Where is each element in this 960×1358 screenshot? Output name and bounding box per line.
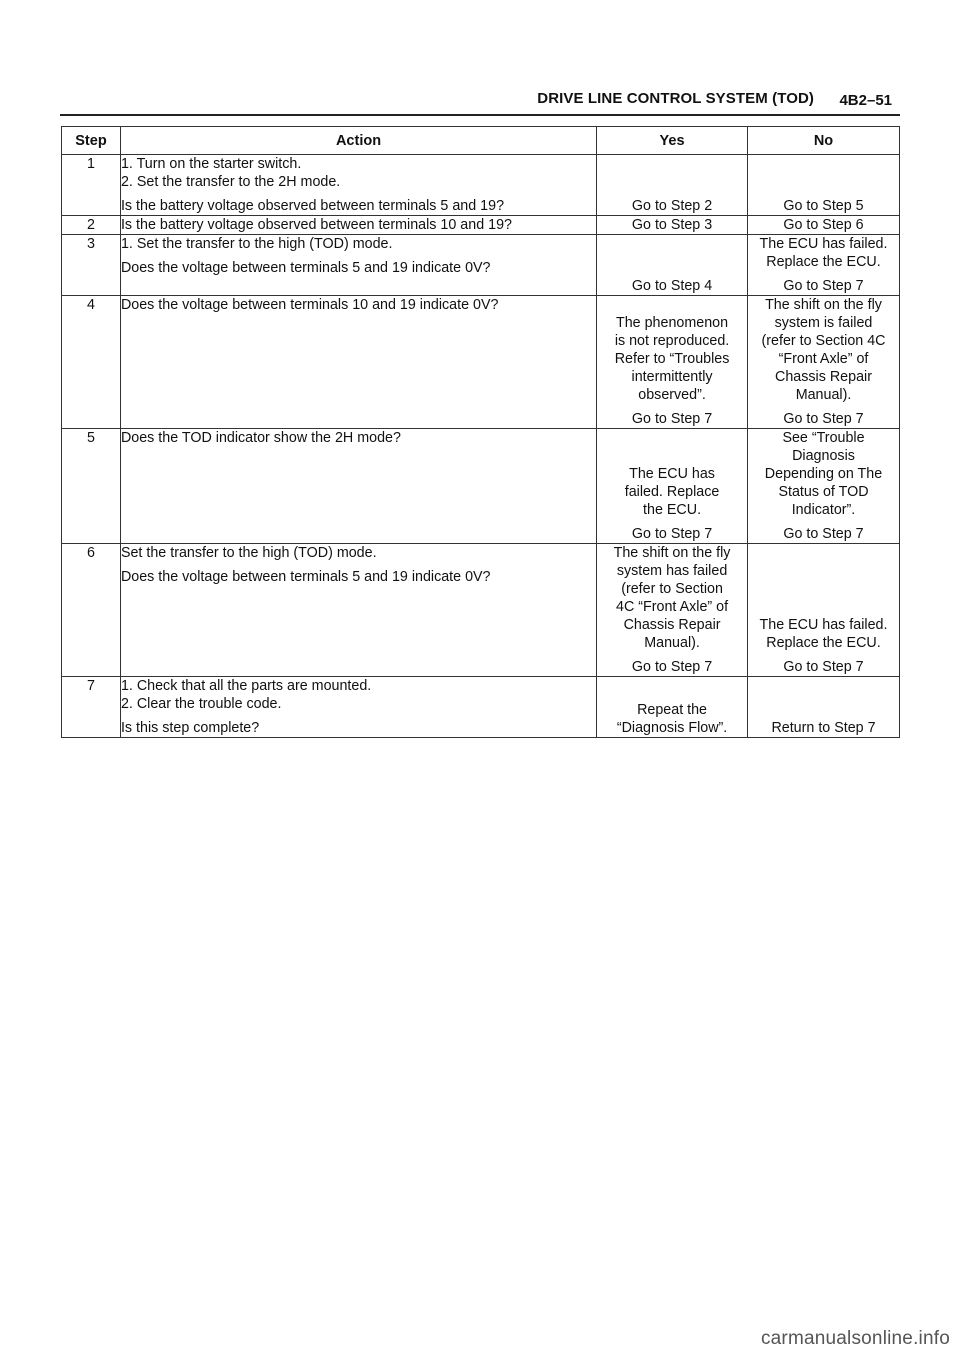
step-number: 7	[62, 677, 121, 738]
table-row	[62, 677, 900, 738]
action-cell	[120, 296, 596, 429]
table-row	[62, 216, 900, 235]
yes-goto-step: Repeat the “Diagnosis Flow”.	[616, 702, 728, 736]
yes-result-cell	[597, 235, 748, 296]
no-result-cell	[748, 677, 900, 738]
yes-result-text: The phenomenon is not reproduced. Refer to “Troubles intermittently observed”.	[614, 315, 730, 403]
diagnosis-table	[61, 126, 900, 738]
action-question: Is this step complete?	[120, 720, 260, 736]
header-no: No	[748, 127, 900, 155]
yes-result-cell	[597, 677, 748, 738]
action-instruction: 2. Clear the trouble code.	[120, 696, 282, 712]
page-number: 4B2–51	[839, 92, 892, 109]
action-cell	[120, 216, 596, 235]
action-cell	[120, 155, 596, 216]
yes-result-cell	[597, 429, 748, 544]
no-result-cell	[748, 296, 900, 429]
no-goto-step: Go to Step 7	[783, 659, 864, 675]
yes-goto-step: Go to Step 7	[631, 659, 713, 675]
section-title: DRIVE LINE CONTROL SYSTEM (TOD)	[537, 90, 814, 107]
yes-result-cell	[597, 155, 748, 216]
yes-goto-step: Go to Step 7	[631, 526, 713, 542]
action-instruction: 1. Set the transfer to the high (TOD) mode.	[120, 236, 393, 252]
yes-goto-step: Go to Step 7	[631, 411, 713, 427]
step-number: 4	[62, 296, 121, 429]
no-goto-step: Go to Step 7	[783, 526, 864, 542]
no-result-text: The ECU has failed. Replace the ECU.	[759, 617, 888, 651]
action-cell	[120, 429, 596, 544]
table-row	[62, 429, 900, 544]
table-row	[62, 235, 900, 296]
step-number: 6	[62, 544, 121, 677]
no-goto-step: Return to Step 7	[771, 720, 876, 736]
no-result-cell	[748, 235, 900, 296]
no-result-cell	[748, 216, 900, 235]
header-step: Step	[62, 127, 121, 155]
watermark: carmanualsonline.info	[760, 1328, 950, 1349]
table-row	[62, 296, 900, 429]
yes-goto-step: Go to Step 3	[631, 217, 713, 233]
no-result-cell	[748, 429, 900, 544]
page-header	[60, 88, 900, 116]
step-number: 2	[62, 216, 121, 235]
action-instruction: Set the transfer to the high (TOD) mode.	[120, 545, 377, 561]
step-number: 3	[62, 235, 121, 296]
yes-result-cell	[597, 544, 748, 677]
action-instruction: 1. Check that all the parts are mounted.	[120, 678, 372, 694]
action-question: Does the voltage between terminals 10 and 19 indicate 0V?	[120, 297, 499, 313]
no-result-text: See “Trouble Diagnosis Depending on The Status of TOD Indicator”.	[764, 430, 883, 518]
yes-result-cell	[597, 296, 748, 429]
no-result-text: The shift on the fly system is failed (refer to Section 4C “Front Axle” of Chassis Repair Manual).	[761, 297, 886, 403]
action-question: Does the TOD indicator show the 2H mode?	[120, 430, 401, 446]
no-goto-step: Go to Step 5	[783, 198, 864, 214]
table-row	[62, 155, 900, 216]
table-header-row	[62, 127, 900, 155]
action-question: Does the voltage between terminals 5 and 19 indicate 0V?	[120, 569, 491, 585]
header-action: Action	[120, 127, 596, 155]
yes-result-text: The ECU has failed. Replace the ECU.	[624, 466, 720, 518]
action-cell	[120, 235, 596, 296]
action-cell	[120, 677, 596, 738]
header-yes: Yes	[597, 127, 748, 155]
yes-goto-step: Go to Step 2	[631, 198, 713, 214]
step-number: 1	[62, 155, 121, 216]
no-goto-step: Go to Step 6	[783, 217, 864, 233]
yes-goto-step: Go to Step 4	[631, 278, 713, 294]
action-question: Does the voltage between terminals 5 and 19 indicate 0V?	[120, 260, 491, 276]
action-instruction: 1. Turn on the starter switch.	[120, 156, 302, 172]
table-row	[62, 544, 900, 677]
no-result-cell	[748, 544, 900, 677]
no-result-text: The ECU has failed. Replace the ECU.	[759, 236, 888, 270]
yes-result-text: The shift on the fly system has failed (refer to Section 4C “Front Axle” of Chassis Repair Manual).	[613, 545, 731, 651]
no-goto-step: Go to Step 7	[783, 278, 864, 294]
no-goto-step: Go to Step 7	[783, 411, 864, 427]
no-result-cell	[748, 155, 900, 216]
action-cell	[120, 544, 596, 677]
action-question: Is the battery voltage observed between terminals 5 and 19?	[120, 198, 505, 214]
action-instruction: 2. Set the transfer to the 2H mode.	[120, 174, 341, 190]
step-number: 5	[62, 429, 121, 544]
yes-result-cell	[597, 216, 748, 235]
action-question: Is the battery voltage observed between terminals 10 and 19?	[120, 217, 512, 233]
